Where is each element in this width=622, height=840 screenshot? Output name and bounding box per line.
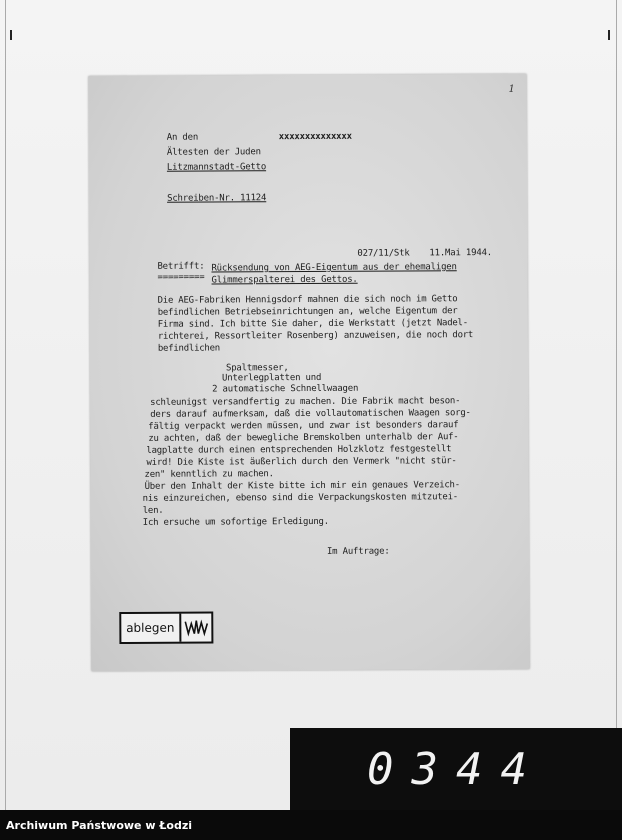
recipient-line-1: An den	[166, 132, 199, 143]
body-line: len.	[142, 505, 164, 516]
document-page	[88, 74, 529, 671]
subject-label: Betrifft:	[157, 261, 205, 272]
letter-date: 11.Mai 1944.	[429, 248, 493, 259]
redacted-text: xxxxxxxxxxxxxx	[278, 131, 352, 143]
letter-number: Schreiben-Nr. 11124	[167, 193, 267, 204]
frame-number: 0344	[367, 743, 545, 795]
list-item: Spaltmesser,	[225, 363, 289, 374]
body-line: Ich ersuche um sofortige Erledigung.	[142, 516, 329, 528]
filing-stamp	[119, 612, 213, 644]
archive-footer	[0, 810, 622, 840]
body-line: richterei, Ressortleiter Rosenberg) anzuweisen, die noch dort	[157, 330, 474, 342]
page-number: 1	[508, 83, 515, 95]
initials-signature	[181, 614, 211, 642]
body-line: ders darauf aufmerksam, daß die vollautomatischen Waagen sorg-	[150, 408, 471, 420]
recipient-line-3: Litzmannstadt-Getto	[166, 162, 267, 173]
body-line: wird! Die Kiste ist äußerlich durch den Vermerk "nicht stür-	[146, 456, 457, 468]
scan-edge-right	[616, 0, 617, 810]
body-line: nis einzureichen, ebenso sind die Verpackungskosten mitzutei-	[142, 492, 458, 504]
scan-edge-left	[5, 0, 6, 810]
body-line: schleunigst versandfertig zu machen. Die Fabrik macht beson-	[150, 396, 461, 408]
corner-mark-top-left	[10, 30, 12, 40]
corner-mark-top-right	[608, 30, 610, 40]
body-line: befindlichen Betriebseinrichtungen an, welche Eigentum der	[157, 306, 458, 318]
film-frame-strip	[290, 728, 622, 810]
archive-name: Archiwum Państwowe w Łodzi	[6, 818, 193, 832]
subject-line-2: Glimmerspalterei des Gettos.	[211, 274, 358, 286]
subject-line-1: Rücksendung von AEG-Eigentum aus der ehemaligen	[211, 262, 457, 274]
subject-underline: =========	[157, 272, 205, 283]
body-line: zen" kenntlich zu machen.	[144, 469, 274, 480]
closing-line: Im Auftrage:	[326, 546, 390, 557]
body-line: zu achten, daß der bewegliche Bremskolben unterhalb der Auf-	[148, 432, 459, 444]
recipient-line-2: Ältesten der Juden	[166, 147, 261, 158]
body-line: Die AEG-Fabriken Hennigsdorf mahnen die sich noch im Getto	[157, 294, 458, 306]
stamp-label: ablegen	[121, 614, 181, 642]
list-item: 2 automatische Schnellwaagen	[212, 383, 359, 395]
body-line: Firma sind. Ich bitte Sie daher, die Werkstatt (jetzt Nadel-	[157, 318, 468, 330]
list-item: Unterlegplatten und	[222, 372, 322, 384]
body-line: Über den Inhalt der Kiste bitte ich mir ein genaues Verzeich-	[144, 480, 460, 492]
body-line: fältig verpackt werden müssen, und zwar ist besonders darauf	[148, 420, 459, 432]
reference-code: 027/11/Stk	[357, 248, 410, 259]
body-line: lagplatte durch einen entsprechenden Holzklotz festgestellt	[146, 444, 452, 456]
body-line: befindlichen	[157, 343, 220, 354]
